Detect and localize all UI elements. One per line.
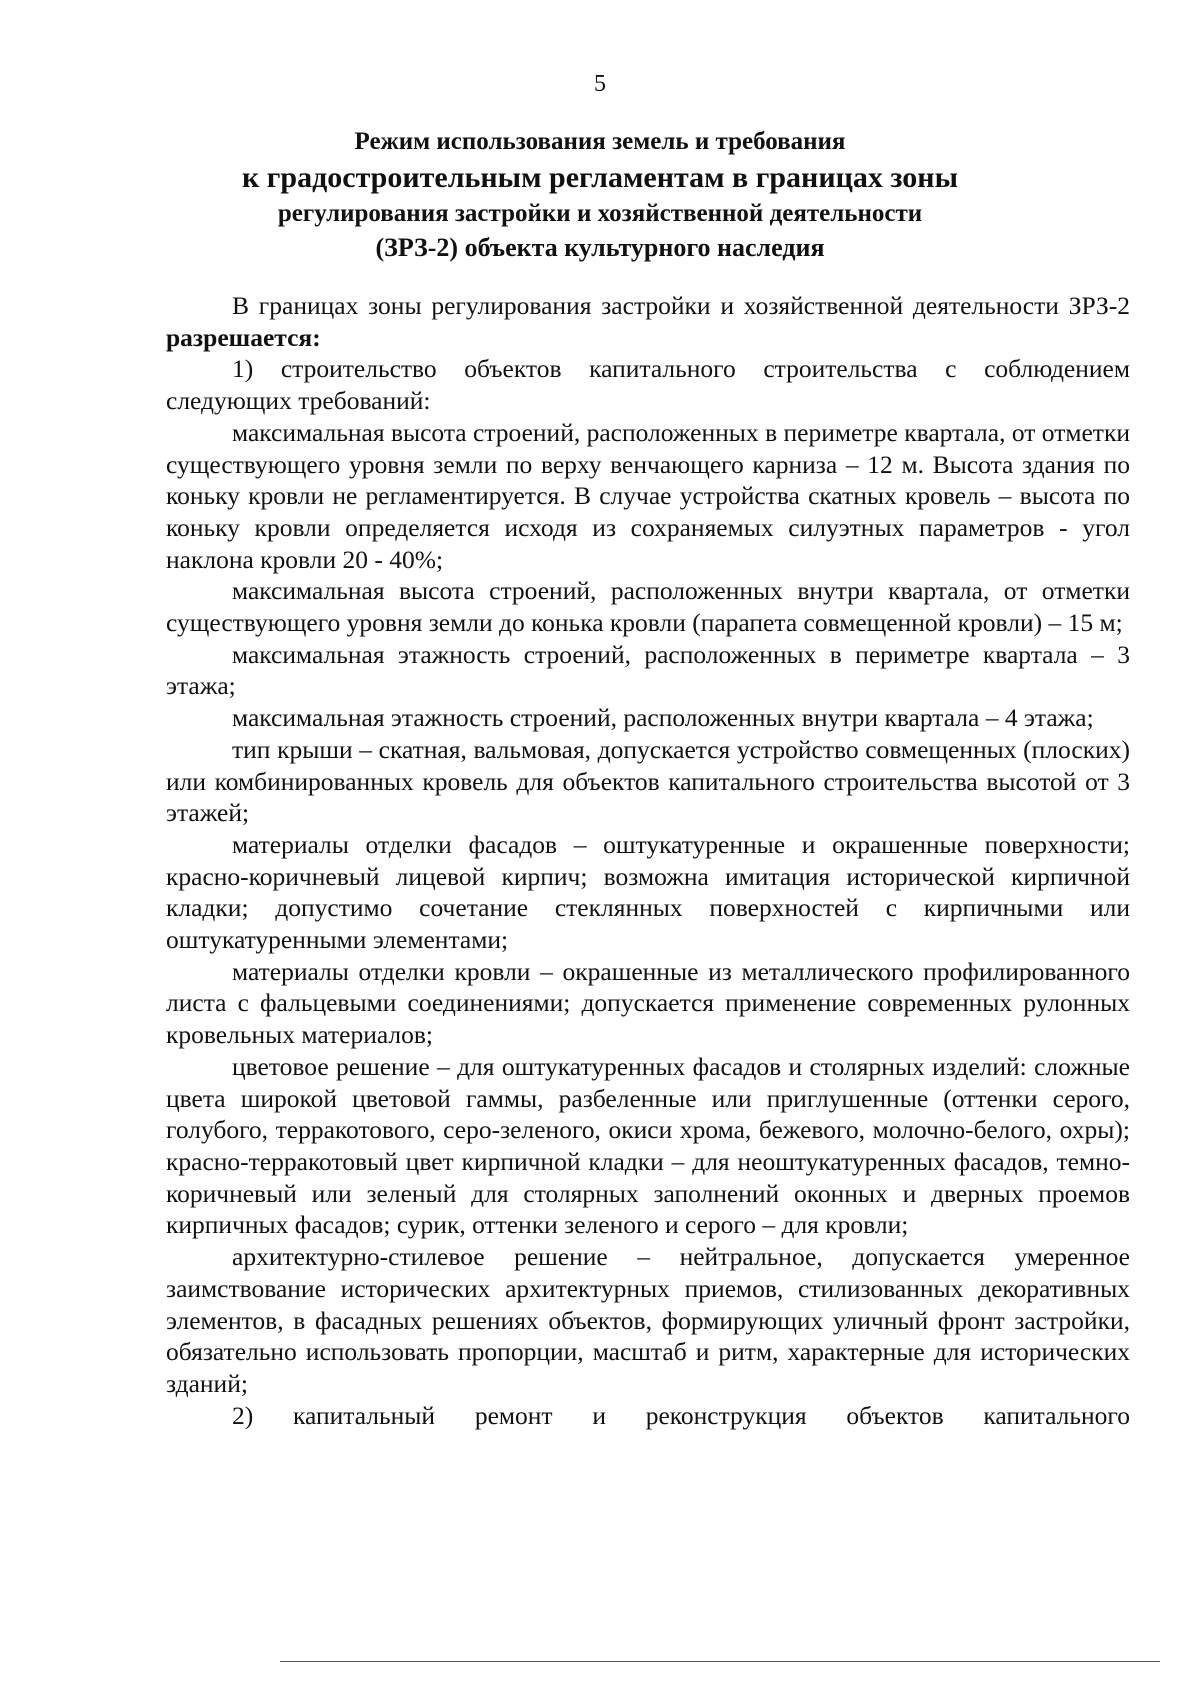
paragraph-facade-materials: материалы отделки фасадов – оштукатуренные и окрашенные поверхности; красно-коричневый лицевой кирпич; возможна имитация исторической кирпичной кладки; допустимо сочетание стеклянных поверхностей с кирпичными или оштукатуренными элементами; (166, 829, 1130, 955)
heading-line-4: (ЗРЗ-2) объекта культурного наследия (375, 233, 825, 262)
document-heading (220, 124, 980, 265)
page-number: 5 (594, 71, 606, 97)
intro-text: В границах зоны регулирования застройки и хозяйственной деятельности ЗРЗ-2 (232, 291, 1130, 320)
paragraph-repair-reconstruction: 2) капитальный ремонт и реконструкция объектов капитального (232, 1400, 1130, 1430)
footer-divider (280, 1661, 1160, 1662)
heading-line-2: к градостроительным регламентам в границах зоны (241, 161, 958, 194)
paragraph-max-height-inner: максимальная высота строений, расположенных внутри квартала, от отметки существующего уровня земли до конька кровли (парапета совмещенной кровли) – 15 м; (166, 576, 1130, 638)
intro-paragraph (166, 290, 1130, 353)
paragraph-floors-inner: максимальная этажность строений, расположенных внутри квартала – 4 этажа; (232, 703, 1094, 733)
paragraph-architectural-style: архитектурно-стилевое решение – нейтральное, допускается умеренное заимствование исторических архитектурных приемов, стилизованных декоративных элементов, в фасадных решениях объектов, формирующих уличный фронт застройки, обязательно использовать пропорции, масштаб и ритм, характерные для исторических зданий; (166, 1242, 1130, 1398)
paragraph-floors-perimeter: максимальная этажность строений, расположенных в периметре квартала – 3 этажа; (166, 639, 1130, 701)
paragraph-color-solution: цветовое решение – для оштукатуренных фасадов и столярных изделий: сложные цвета широкой цветовой гаммы, разбеленные или приглушенные (оттенки серого, голубого, терракотового, серо-зеленого, окиси хрома, бежевого, молочно-белого, охры); красно-терракотовый цвет кирпичной кладки – для неоштукатуренных фасадов, темно-коричневый или зеленый для столярных заполнений оконных и дверных проемов кирпичных фасадов; сурик, оттенки зеленого и серого – для кровли; (166, 1051, 1130, 1240)
paragraph-construction: 1) строительство объектов капитального строительства с соблюдением следующих требований: (166, 354, 1130, 416)
paragraph-roof-type: тип крыши – скатная, вальмовая, допускается устройство совмещенных (плоских) или комбинированных кровель для объектов капитального строительства высотой от 3 этажей; (166, 734, 1130, 828)
paragraph-max-height-perimeter: максимальная высота строений, расположенных в периметре квартала, от отметки существующего уровня земли по верху венчающего карниза – 12 м. Высота здания по коньку кровли не регламентируется. В случае устройства скатных кровель – высота по коньку кровли определяется исходя из сохраняемых силуэтных параметров - угол наклона кровли 20 - 40%; (166, 417, 1130, 574)
heading-line-1: Режим использования земель и требования (354, 128, 846, 155)
intro-bold-text: разрешается: (166, 322, 321, 352)
document-body (166, 290, 1130, 1431)
heading-line-3: регулирования застройки и хозяйственной деятельности (277, 200, 923, 227)
paragraph-roof-materials: материалы отделки кровли – окрашенные из металлического профилированного листа с фальцевыми соединениями; допускается применение современных рулонных кровельных материалов; (166, 956, 1130, 1050)
